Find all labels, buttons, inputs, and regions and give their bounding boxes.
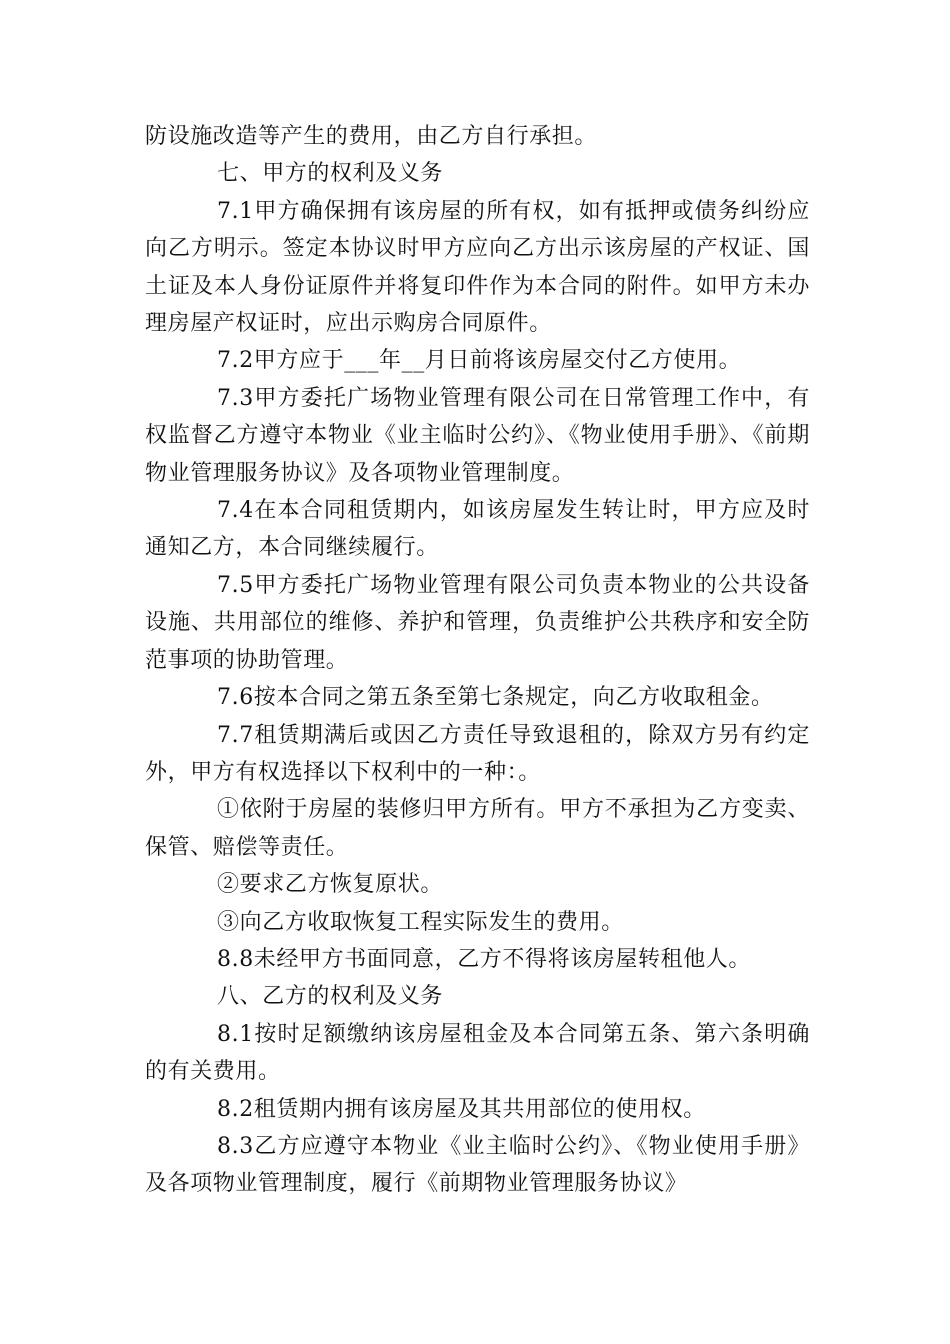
- paragraph: 7.6按本合同之第五条至第七条规定，向乙方收取租金。: [217, 685, 774, 711]
- paragraph: 防设施改造等产生的费用，由乙方自行承担。: [145, 124, 598, 149]
- document-body: [145, 118, 810, 1203]
- paragraph: 7.1甲方确保拥有该房屋的所有权，如有抵押或债务纠纷应向乙方明示。签定本协议时甲方应向乙方出示该房屋的产权证、国土证及本人身份证原件并将复印件作为本合同的附件。如甲方未办理房屋产权证时，应出示购房合同原件。: [145, 198, 810, 337]
- paragraph: 7.3甲方委托广场物业管理有限公司在日常管理工作中，有权监督乙方遵守本物业《业主临时公约》、《物业使用手册》、《前期物业管理服务协议》及各项物业管理制度。: [145, 385, 810, 486]
- paragraph: ①依附于房屋的装修归甲方所有。甲方不承担为乙方变卖、保管、赔偿等责任。: [145, 797, 810, 860]
- paragraph: 七、甲方的权利及义务: [217, 161, 444, 187]
- paragraph: ③向乙方收取恢复工程实际发生的费用。: [217, 909, 624, 935]
- paragraph: ②要求乙方恢复原状。: [217, 872, 444, 898]
- paragraph: 7.4在本合同租赁期内，如该房屋发生转让时，甲方应及时通知乙方，本合同继续履行。: [145, 498, 810, 561]
- paragraph: 7.5甲方委托广场物业管理有限公司负责本物业的公共设备设施、共用部位的维修、养护和管理，负责维护公共秩序和安全防范事项的协助管理。: [145, 572, 810, 673]
- paragraph: 8.1按时足额缴纳该房屋租金及本合同第五条、第六条明确的有关费用。: [145, 1021, 810, 1085]
- paragraph: 8.2租赁期内拥有该房屋及其共用部位的使用权。: [217, 1096, 706, 1122]
- paragraph: 7.2甲方应于___年__月日前将该房屋交付乙方使用。: [217, 348, 742, 374]
- paragraph: 八、乙方的权利及义务: [217, 984, 444, 1010]
- paragraph: 8.3乙方应遵守本物业《业主临时公约》、《物业使用手册》及各项物业管理制度，履行《前期物业管理服务协议》: [145, 1133, 810, 1197]
- paragraph: 7.7租赁期满后或因乙方责任导致退租的，除双方另有约定外，甲方有权选择以下权利中的一种：。: [145, 722, 810, 785]
- paragraph: 8.8未经甲方书面同意，乙方不得将该房屋转租他人。: [217, 946, 751, 972]
